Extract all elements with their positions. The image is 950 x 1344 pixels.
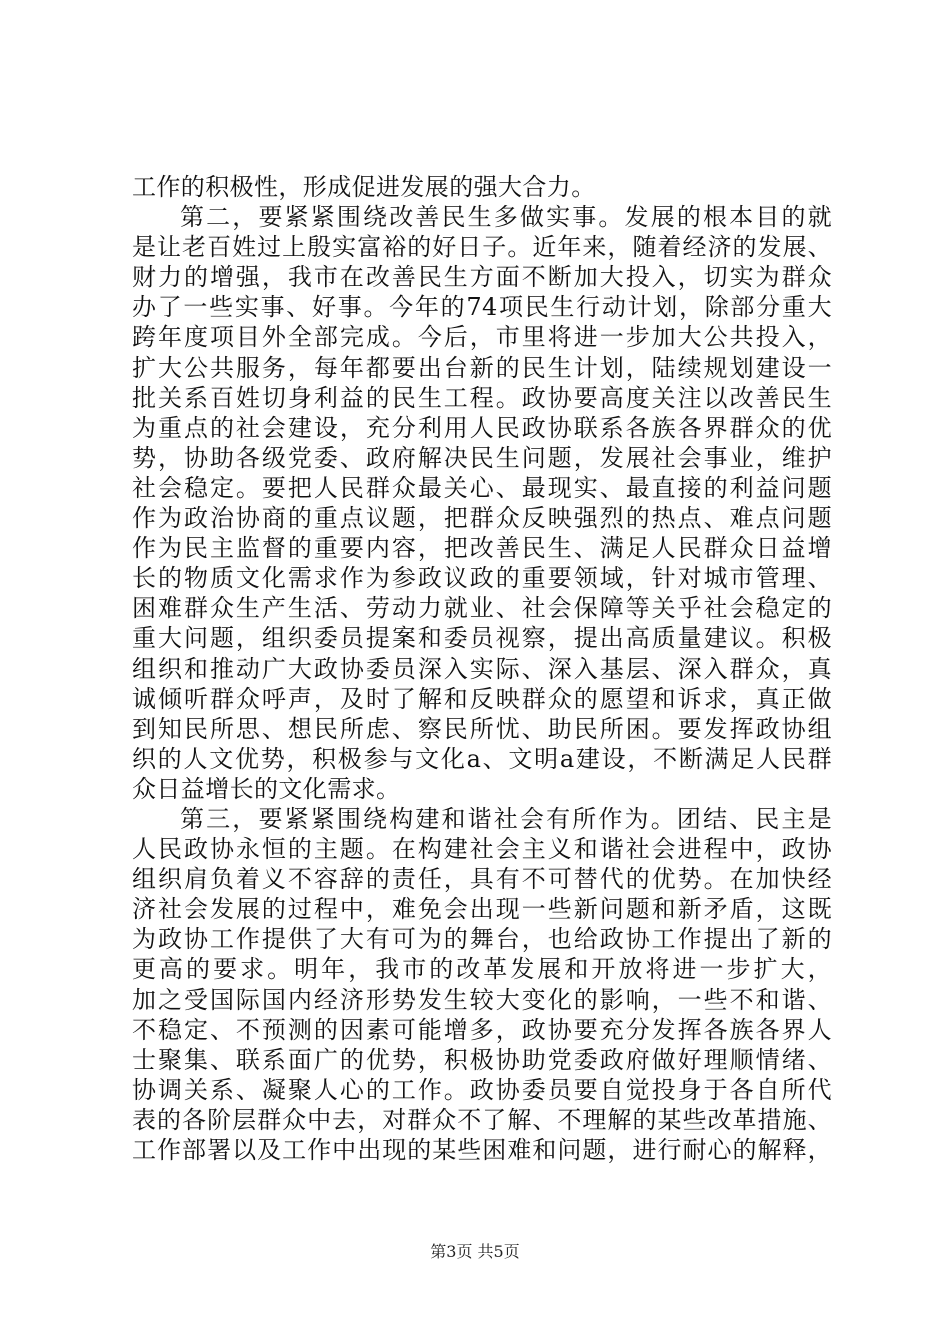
text-line: 为政协工作提供了大有可为的舞台，也给政协工作提出了新的 [132,925,832,954]
text-line: 是让老百姓过上殷实富裕的好日子。近年来，随着经济的发展、 [132,233,832,262]
text-line: 势，协助各级党委、政府解决民生问题，发展社会事业，维护 [132,443,832,472]
text-line: 财力的增强，我市在改善民生方面不断加大投入，切实为群众 [132,263,832,292]
text-line: 长的物质文化需求作为参政议政的重要领域，针对城市管理、 [132,564,832,593]
text-line: 诚倾听群众呼声，及时了解和反映群众的愿望和诉求，真正做 [132,684,832,713]
text-line: 织的人文优势，积极参与文化a、文明a建设，不断满足人民群 [132,744,832,773]
text-line: 协调关系、凝聚人心的工作。政协委员要自觉投身于各自所代 [132,1075,832,1104]
text-line: 困难群众生产生活、劳动力就业、社会保障等关乎社会稳定的 [132,594,832,623]
text-line: 批关系百姓切身利益的民生工程。政协要高度关注以改善民生 [132,383,832,412]
text-line: 组织肩负着义不容辞的责任，具有不可替代的优势。在加快经 [132,865,832,894]
text-line: 不稳定、不预测的因素可能增多，政协要充分发挥各族各界人 [132,1015,832,1044]
text-line: 社会稳定。要把人民群众最关心、最现实、最直接的利益问题 [132,473,832,502]
text-line: 工作部署以及工作中出现的某些困难和问题，进行耐心的解释， [132,1136,832,1164]
text-line: 为重点的社会建设，充分利用人民政协联系各族各界群众的优 [132,413,832,442]
text-line: 办了一些实事、好事。今年的74项民生行动计划，除部分重大 [132,293,832,322]
text-line: 重大问题，组织委员提案和委员视察，提出高质量建议。积极 [132,624,832,653]
text-line: 加之受国际国内经济形势发生较大变化的影响，一些不和谐、 [132,985,832,1014]
text-line: 表的各阶层群众中去，对群众不了解、不理解的某些改革措施、 [132,1105,832,1134]
paragraph-2-start: 第二，要紧紧围绕改善民生多做实事。发展的根本目的就 [180,203,832,232]
text-line: 作为民主监督的重要内容，把改善民生、满足人民群众日益增 [132,534,832,563]
text-line: 工作的积极性，形成促进发展的强大合力。 [132,173,596,201]
text-line: 组织和推动广大政协委员深入实际、深入基层、深入群众，真 [132,654,832,683]
page-number-footer: 第3页 共5页 [430,1242,520,1261]
text-line: 扩大公共服务，每年都要出台新的民生计划，陆续规划建设一 [132,353,832,382]
text-line: 济社会发展的过程中，难免会出现一些新问题和新矛盾，这既 [132,895,832,924]
paragraph-2-end: 众日益增长的文化需求。 [132,774,401,803]
text-line: 跨年度项目外全部完成。今后，市里将进一步加大公共投入， [132,323,832,352]
text-line: 到知民所思、想民所虑、察民所忧、助民所困。要发挥政协组 [132,714,832,743]
text-line: 更高的要求。明年，我市的改革发展和开放将进一步扩大， [132,955,832,984]
text-line: 人民政协永恒的主题。在构建社会主义和谐社会进程中，政协 [132,835,832,864]
text-line: 士聚集、联系面广的优势，积极协助党委政府做好理顺情绪、 [132,1045,832,1074]
paragraph-3-start: 第三，要紧紧围绕构建和谐社会有所作为。团结、民主是 [180,804,832,833]
text-line: 作为政治协商的重点议题，把群众反映强烈的热点、难点问题 [132,504,832,533]
body-text [132,172,832,1165]
